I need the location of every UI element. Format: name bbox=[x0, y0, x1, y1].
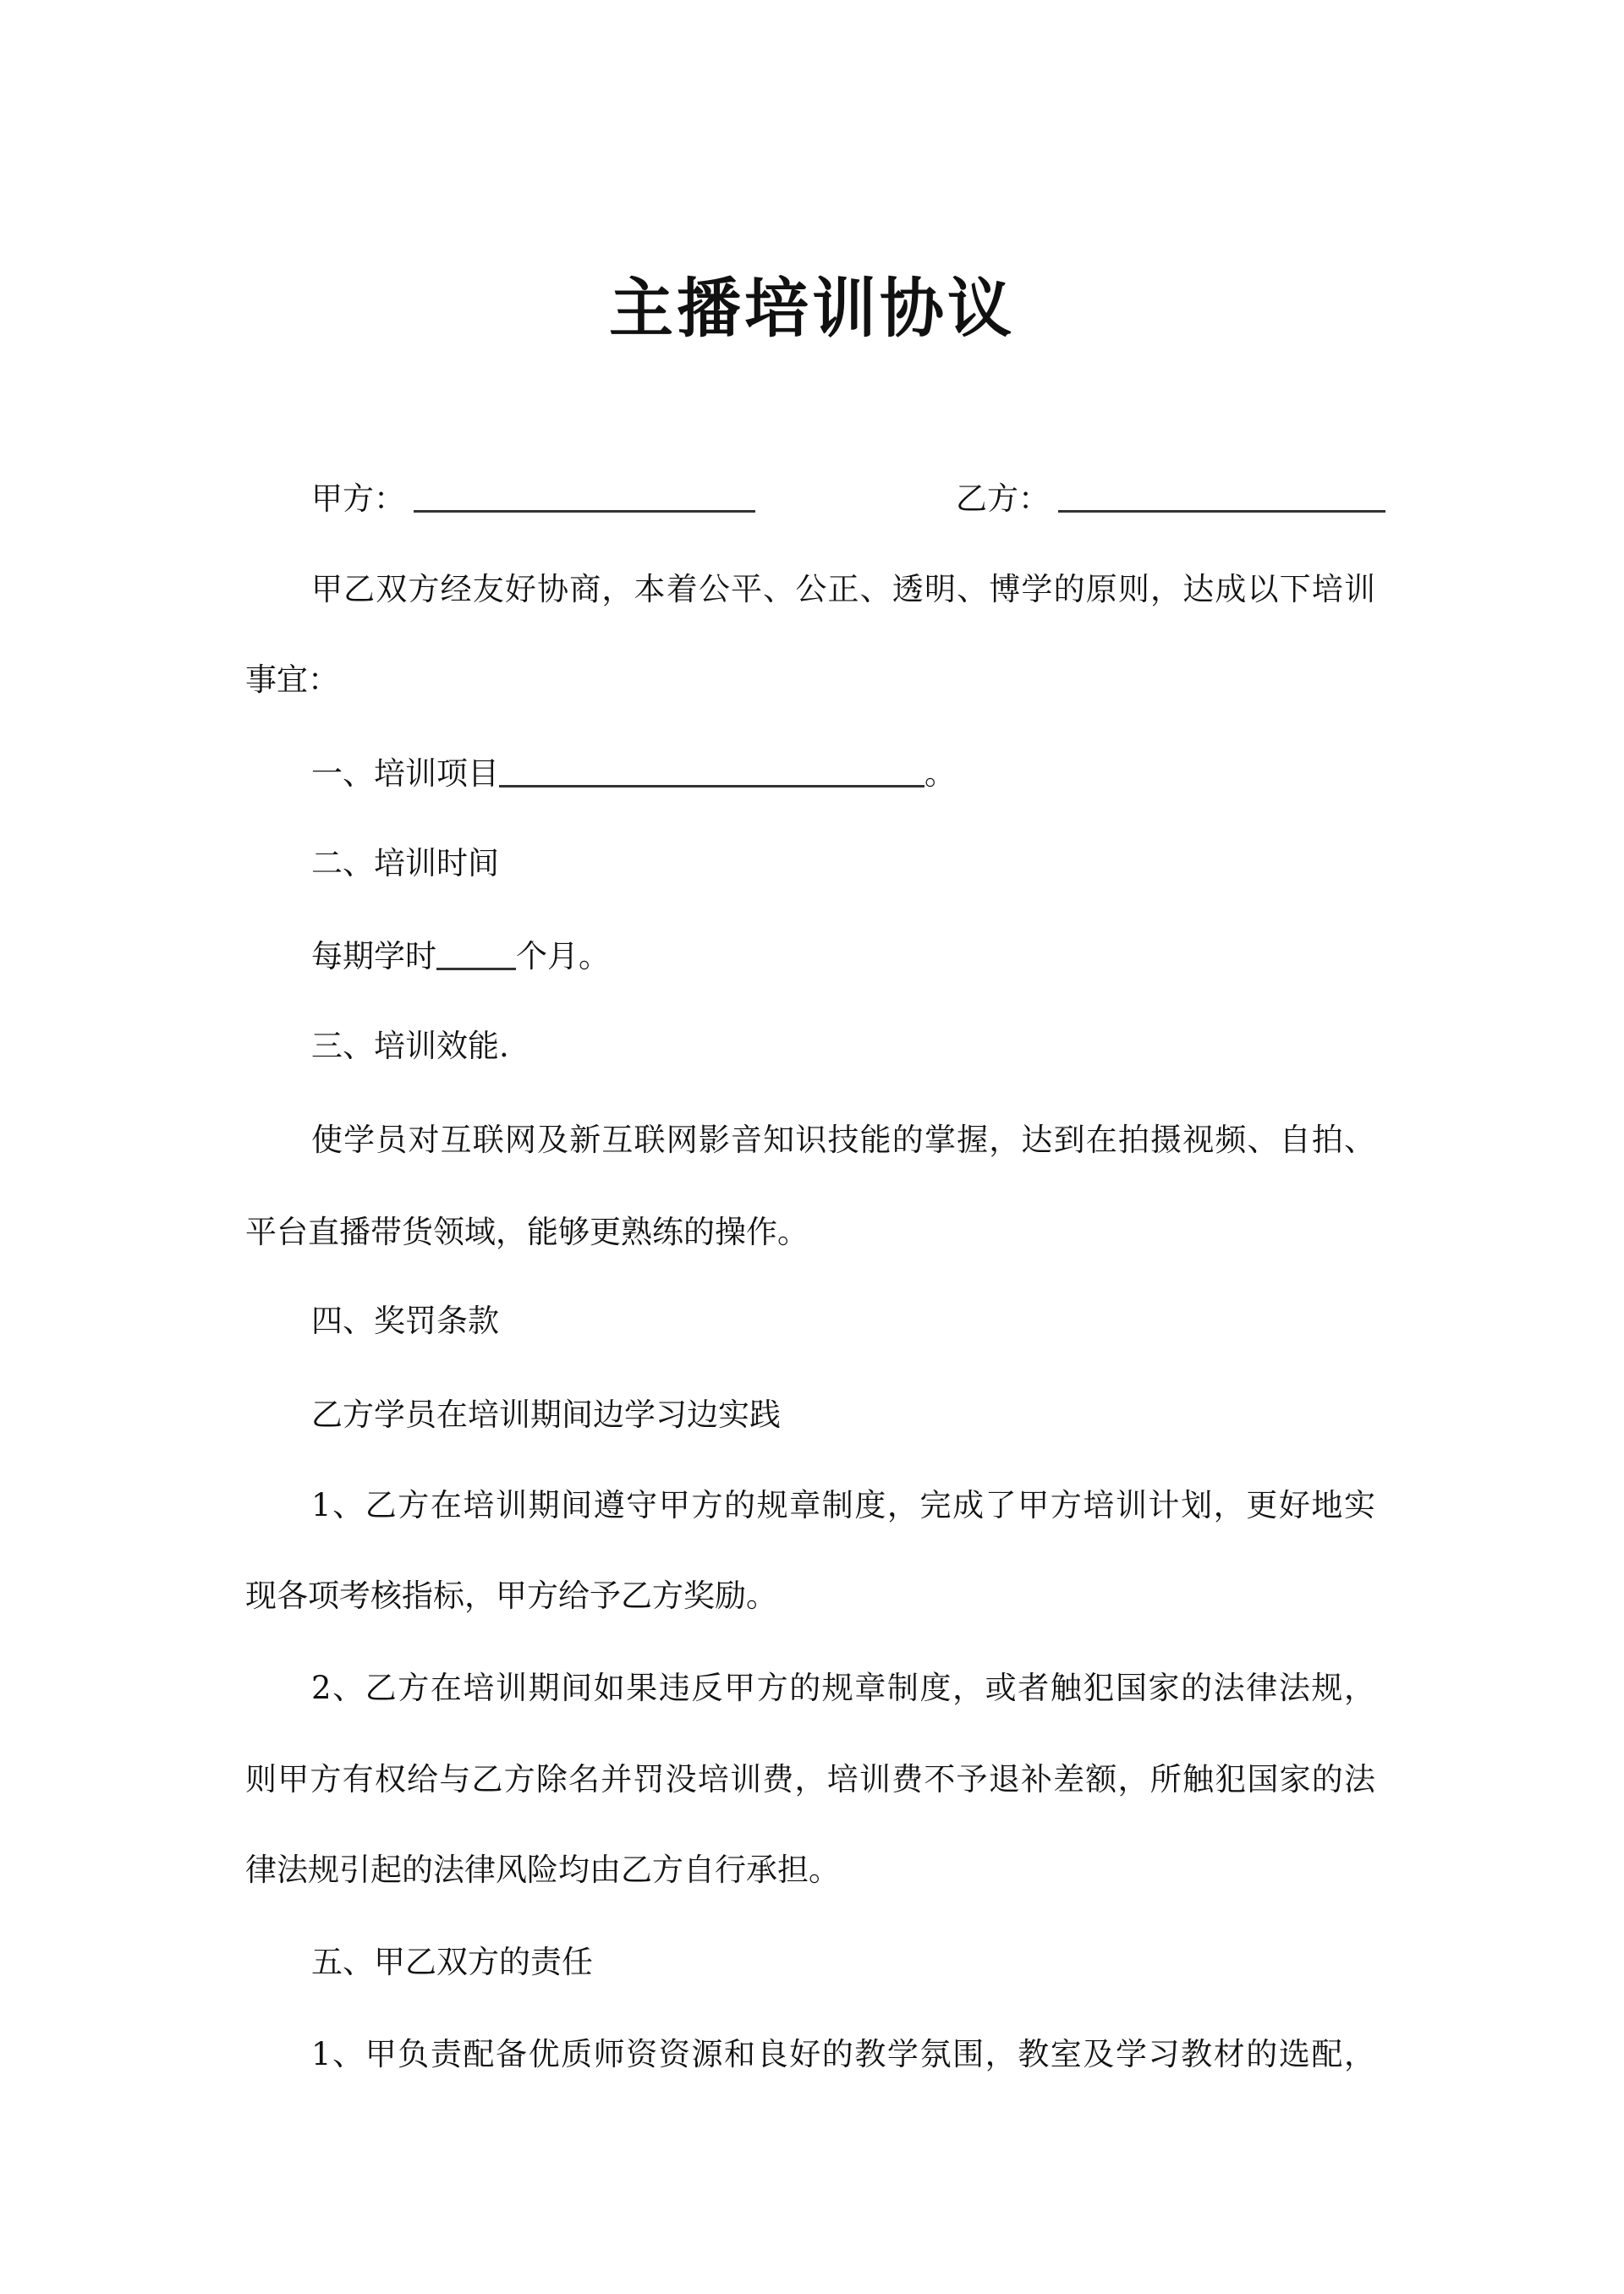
section4-item2-line-1: 2、乙方在培训期间如果违反甲方的规章制度，或者触犯国家的法律法规， bbox=[311, 1670, 1375, 1706]
section4-item1-line-2: 现各项考核指标，甲方给予乙方奖励。 bbox=[245, 1578, 777, 1614]
section4-item2-line-2: 则甲方有权给与乙方除名并罚没培训费，培训费不予退补差额，所触犯国家的法 bbox=[245, 1761, 1375, 1797]
duration-blank[interactable] bbox=[436, 934, 516, 970]
section1-end: 。 bbox=[924, 755, 956, 792]
section4-item1-line-1: 1、乙方在培训期间遵守甲方的规章制度，完成了甲方培训计划，更好地实 bbox=[311, 1487, 1375, 1523]
party-a-blank[interactable] bbox=[414, 476, 755, 513]
intro-line-2: 事宜： bbox=[245, 661, 339, 698]
training-project-blank[interactable] bbox=[499, 751, 924, 788]
duration-prefix: 每期学时 bbox=[311, 938, 436, 974]
party-b-label: 乙方： bbox=[956, 480, 1050, 517]
section4-intro: 乙方学员在培训期间边学习边实践 bbox=[311, 1397, 781, 1433]
section4-heading: 四、奖罚条款 bbox=[311, 1303, 499, 1339]
section1-label: 一、培训项目 bbox=[311, 755, 499, 792]
section3-heading: 三、培训效能. bbox=[311, 1028, 509, 1064]
section4-item2-line-3: 律法规引起的法律风险均由乙方自行承担。 bbox=[245, 1852, 840, 1888]
duration-suffix: 个月。 bbox=[516, 938, 610, 974]
section2-heading: 二、培训时间 bbox=[311, 845, 499, 881]
party-b-blank[interactable] bbox=[1058, 476, 1385, 513]
party-a-label: 甲方： bbox=[311, 480, 405, 517]
section5-item1-line-1: 1、甲负责配备优质师资资源和良好的教学氛围，教室及学习教材的选配， bbox=[311, 2036, 1375, 2072]
section3-line-2: 平台直播带货领域，能够更熟练的操作。 bbox=[245, 1214, 809, 1250]
parties-line bbox=[311, 453, 1375, 545]
section1-line bbox=[311, 728, 1375, 820]
section5-heading: 五、甲乙双方的责任 bbox=[311, 1944, 593, 1980]
section3-line-1: 使学员对互联网及新互联网影音知识技能的掌握，达到在拍摄视频、自拍、 bbox=[311, 1122, 1375, 1158]
section2-duration-line bbox=[311, 911, 1375, 1002]
intro-line-1: 甲乙双方经友好协商，本着公平、公正、透明、博学的原则，达成以下培训 bbox=[311, 571, 1375, 607]
document-title: 主播培训协议 bbox=[609, 271, 1015, 346]
